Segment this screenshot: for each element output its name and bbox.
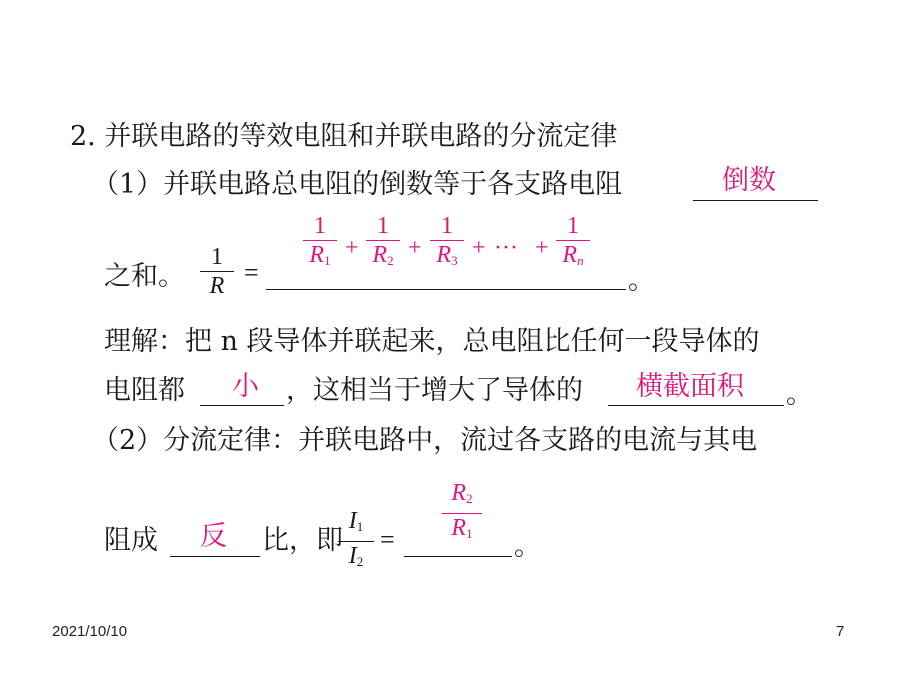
denominator: R [451, 515, 467, 541]
subscript: 1 [466, 526, 473, 541]
answer-small: 小 [232, 371, 259, 402]
understanding-line: 理解：把 n 段导体并联起来，总电阻比任何一段导体的 [104, 326, 760, 357]
denominator: R [562, 242, 578, 268]
part1-line1: （1）并联电路总电阻的倒数等于各支路电阻 [92, 169, 623, 200]
numerator: 1 [377, 213, 389, 239]
subscript: 2 [356, 554, 364, 569]
numerator: 1 [567, 213, 579, 239]
rhs-fraction-Rn [556, 213, 590, 274]
rhs-fraction-R2 [366, 213, 400, 274]
answer-blank-3 [608, 405, 784, 406]
footer-date: 2021/10/10 [52, 623, 128, 640]
current-ratio-fraction [338, 508, 374, 575]
answer-blank-4 [170, 556, 260, 557]
equals-sign: = [380, 525, 395, 554]
numerator: I [348, 508, 357, 534]
fraction-bar [556, 240, 590, 241]
part2-line2-middle: 比，即 [262, 525, 343, 556]
part2-line1: （2）分流定律：并联电路中，流过各支路的电流与其电 [92, 425, 758, 456]
answer-cross-section: 横截面积 [636, 371, 744, 402]
answer-blank-formula [266, 289, 626, 290]
answer-reciprocal: 倒数 [722, 165, 776, 196]
plus-sign: + [535, 235, 549, 261]
fraction-bar [303, 240, 337, 241]
resistance-ratio-fraction [442, 480, 482, 547]
answer-blank-2 [200, 405, 284, 406]
lhs-denominator: R [209, 273, 225, 299]
subscript: 1 [324, 253, 331, 268]
plus-sign: + [345, 235, 359, 261]
part1-line2-prefix: 之和。 [104, 261, 185, 292]
line4-middle: ，这相当于增大了导体的 [286, 375, 583, 406]
lhs-numerator: 1 [211, 244, 223, 270]
lhs-fraction-1-over-R [200, 244, 234, 299]
fraction-bar [442, 513, 482, 514]
ellipsis: ··· [494, 235, 518, 261]
answer-inverse: 反 [200, 521, 227, 552]
subscript: 2 [466, 491, 473, 506]
numerator: R [451, 480, 467, 506]
denominator: I [348, 543, 357, 569]
subscript: n [577, 253, 584, 268]
plus-sign: + [472, 235, 486, 261]
subscript: 2 [387, 253, 394, 268]
numerator: 1 [441, 213, 453, 239]
rhs-fraction-R1 [303, 213, 337, 274]
plus-sign: + [408, 235, 422, 261]
part2-line2-prefix: 阻成 [104, 525, 158, 556]
rhs-fraction-R3 [430, 213, 464, 274]
period: 。 [628, 265, 655, 296]
period: 。 [514, 531, 541, 562]
subscript: 3 [451, 253, 458, 268]
numerator: 1 [314, 213, 326, 239]
subscript: 1 [356, 519, 364, 534]
denominator: R [372, 242, 388, 268]
answer-blank-5 [404, 556, 512, 557]
equals-sign: = [244, 258, 259, 287]
denominator: R [436, 242, 452, 268]
line4-prefix: 电阻都 [104, 375, 185, 406]
page-number: 7 [836, 623, 845, 640]
section-heading: 2. 并联电路的等效电阻和并联电路的分流定律 [70, 121, 618, 152]
answer-blank-1 [693, 200, 818, 201]
denominator: R [309, 242, 325, 268]
fraction-bar [366, 240, 400, 241]
fraction-bar [338, 541, 374, 542]
fraction-bar [430, 240, 464, 241]
fraction-bar [200, 271, 234, 272]
period: 。 [786, 379, 813, 410]
